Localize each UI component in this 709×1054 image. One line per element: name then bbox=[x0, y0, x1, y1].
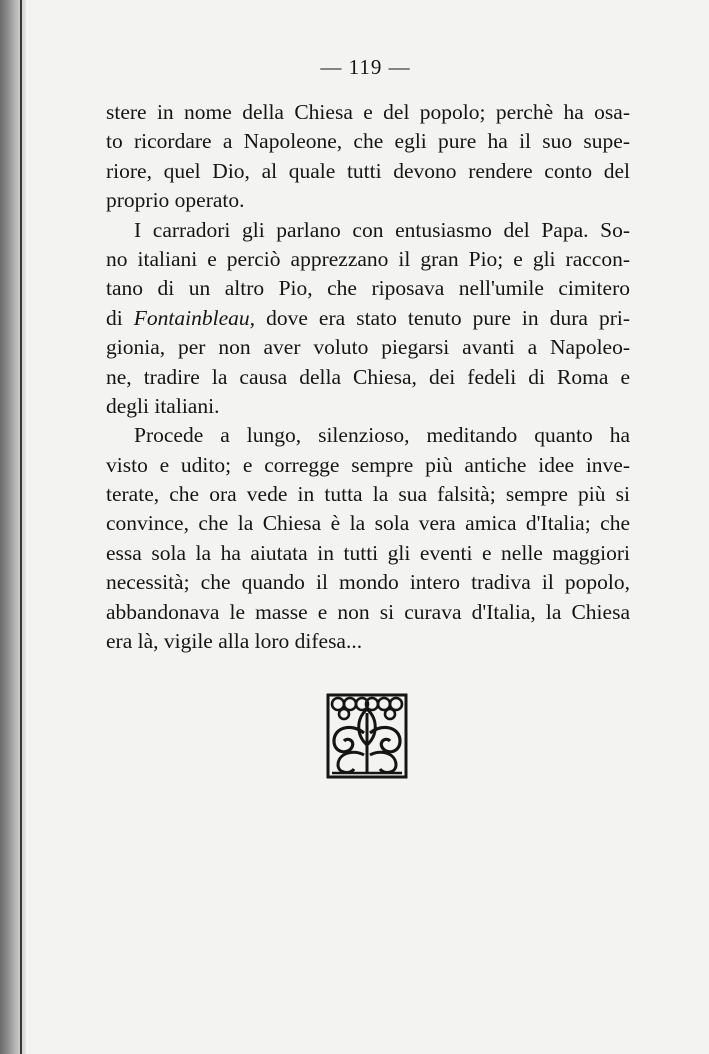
text-line: necessità; che quando il mondo intero tradiva il popolo, bbox=[106, 570, 630, 595]
page-binding-edge bbox=[20, 0, 22, 1054]
text-line: stere in nome della Chiesa e del popolo; perchè ha osa- bbox=[106, 100, 630, 124]
page-binding-shadow bbox=[0, 0, 26, 1054]
text-line: I carradori gli parlano con entusiasmo del Papa. So- bbox=[134, 217, 630, 242]
text-line: no italiani e perciò apprezzano il gran Pio; e gli raccon- bbox=[106, 246, 630, 271]
text-line: to ricordare a Napoleone, che egli pure ha il suo supe- bbox=[106, 129, 630, 154]
text-line: proprio operato. bbox=[106, 188, 245, 213]
text-line: riore, quel Dio, al quale tutti devono rendere conto del bbox=[106, 158, 630, 183]
body-text bbox=[106, 98, 630, 656]
text-line: convince, che la Chiesa è la sola vera amica d'Italia; che bbox=[106, 511, 630, 536]
text-line: gionia, per non aver voluto piegarsi avanti a Napoleo- bbox=[106, 335, 630, 360]
text-line: degli italiani. bbox=[106, 393, 220, 418]
text-line: terate, che ora vede in tutta la sua falsità; sempre più si bbox=[106, 482, 630, 507]
text-line: Procede a lungo, silenzioso, meditando quanto ha bbox=[134, 423, 630, 448]
text-line: abbandonava le masse e non si curava d'Italia, la Chiesa bbox=[106, 599, 630, 624]
floral-tailpiece-ornament-icon bbox=[326, 693, 408, 779]
text-line: visto e udito; e corregge sempre più antiche idee inve- bbox=[106, 452, 630, 477]
text-line: di Fontainbleau, dove era stato tenuto pure in dura pri- bbox=[106, 305, 630, 330]
text-line: essa sola la ha aiutata in tutti gli eventi e nelle maggiori bbox=[106, 540, 630, 565]
text-line: era là, vigile alla loro difesa... bbox=[106, 629, 363, 654]
page-number: — 119 — bbox=[320, 55, 411, 79]
text-line: tano di un altro Pio, che riposava nell'umile cimitero bbox=[106, 276, 630, 301]
text-line: ne, tradire la causa della Chiesa, dei fedeli di Roma e bbox=[106, 364, 630, 389]
italic-place-name: Fontainbleau, bbox=[133, 305, 256, 330]
